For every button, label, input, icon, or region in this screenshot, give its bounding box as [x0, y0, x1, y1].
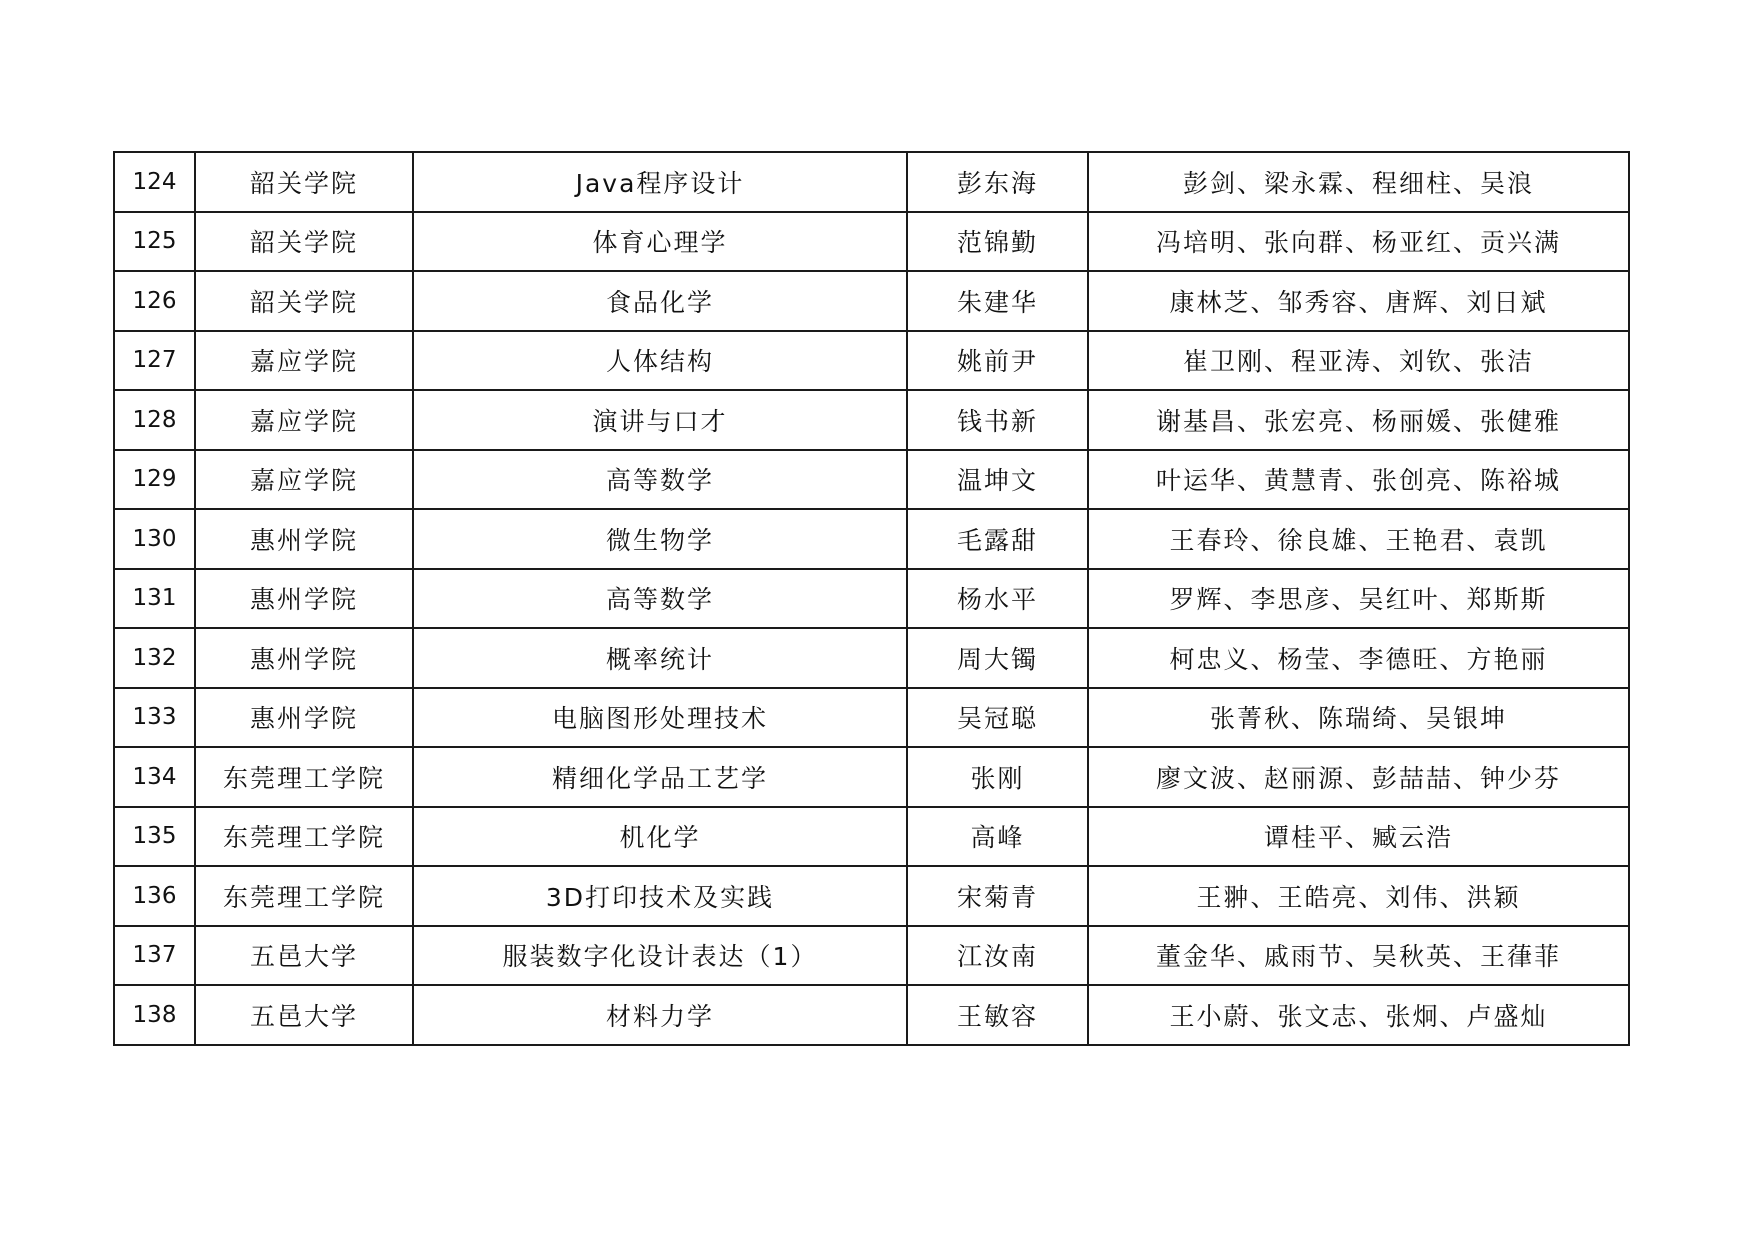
row-number: 133 — [114, 688, 195, 748]
row-number: 134 — [114, 747, 195, 807]
table-row — [114, 509, 1629, 569]
row-number: 124 — [114, 152, 195, 212]
team-members: 冯培明、张向群、杨亚红、贡兴满 — [1088, 212, 1629, 272]
team-members: 彭剑、梁永霖、程细柱、吴浪 — [1088, 152, 1629, 212]
course-leader: 朱建华 — [907, 271, 1088, 331]
course-name: 概率统计 — [413, 628, 907, 688]
course-name: 高等数学 — [413, 569, 907, 629]
row-number: 138 — [114, 985, 195, 1045]
school-name: 惠州学院 — [195, 688, 413, 748]
school-name: 惠州学院 — [195, 628, 413, 688]
table-row — [114, 212, 1629, 272]
team-members: 张菁秋、陈瑞绮、吴银坤 — [1088, 688, 1629, 748]
row-number: 132 — [114, 628, 195, 688]
course-name: 演讲与口才 — [413, 390, 907, 450]
team-members: 崔卫刚、程亚涛、刘钦、张洁 — [1088, 331, 1629, 391]
course-leader: 范锦勤 — [907, 212, 1088, 272]
school-name: 惠州学院 — [195, 509, 413, 569]
course-leader: 钱书新 — [907, 390, 1088, 450]
school-name: 五邑大学 — [195, 926, 413, 986]
school-name: 嘉应学院 — [195, 450, 413, 510]
table-row — [114, 152, 1629, 212]
course-name: 食品化学 — [413, 271, 907, 331]
school-name: 东莞理工学院 — [195, 747, 413, 807]
course-leader: 温坤文 — [907, 450, 1088, 510]
table-row — [114, 866, 1629, 926]
table-row — [114, 271, 1629, 331]
school-name: 东莞理工学院 — [195, 866, 413, 926]
course-leader: 王敏容 — [907, 985, 1088, 1045]
table-row — [114, 688, 1629, 748]
team-members: 董金华、戚雨节、吴秋英、王葎菲 — [1088, 926, 1629, 986]
school-name: 惠州学院 — [195, 569, 413, 629]
school-name: 嘉应学院 — [195, 390, 413, 450]
team-members: 王翀、王皓亮、刘伟、洪颖 — [1088, 866, 1629, 926]
row-number: 136 — [114, 866, 195, 926]
course-name: Java程序设计 — [413, 152, 907, 212]
course-team-table — [113, 151, 1630, 1046]
course-name: 微生物学 — [413, 509, 907, 569]
course-name: 体育心理学 — [413, 212, 907, 272]
row-number: 126 — [114, 271, 195, 331]
team-members: 王小蔚、张文志、张炯、卢盛灿 — [1088, 985, 1629, 1045]
table-row — [114, 747, 1629, 807]
course-leader: 杨水平 — [907, 569, 1088, 629]
team-members: 廖文波、赵丽源、彭喆喆、钟少芬 — [1088, 747, 1629, 807]
school-name: 韶关学院 — [195, 271, 413, 331]
school-name: 韶关学院 — [195, 212, 413, 272]
table-row — [114, 807, 1629, 867]
course-leader: 江汝南 — [907, 926, 1088, 986]
row-number: 130 — [114, 509, 195, 569]
course-name: 材料力学 — [413, 985, 907, 1045]
team-members: 柯忠义、杨莹、李德旺、方艳丽 — [1088, 628, 1629, 688]
team-members: 谭桂平、臧云浩 — [1088, 807, 1629, 867]
school-name: 东莞理工学院 — [195, 807, 413, 867]
table-row — [114, 628, 1629, 688]
table-row — [114, 926, 1629, 986]
table-row — [114, 450, 1629, 510]
team-members: 王春玲、徐良雄、王艳君、袁凯 — [1088, 509, 1629, 569]
course-leader: 张刚 — [907, 747, 1088, 807]
team-members: 康林芝、邹秀容、唐辉、刘日斌 — [1088, 271, 1629, 331]
table-row — [114, 390, 1629, 450]
course-leader: 彭东海 — [907, 152, 1088, 212]
table-row — [114, 331, 1629, 391]
row-number: 127 — [114, 331, 195, 391]
row-number: 129 — [114, 450, 195, 510]
course-name: 精细化学品工艺学 — [413, 747, 907, 807]
course-name: 机化学 — [413, 807, 907, 867]
course-name: 3D打印技术及实践 — [413, 866, 907, 926]
team-members: 谢基昌、张宏亮、杨丽媛、张健雅 — [1088, 390, 1629, 450]
course-name: 电脑图形处理技术 — [413, 688, 907, 748]
school-name: 嘉应学院 — [195, 331, 413, 391]
table-row — [114, 569, 1629, 629]
school-name: 五邑大学 — [195, 985, 413, 1045]
table-row — [114, 985, 1629, 1045]
row-number: 128 — [114, 390, 195, 450]
course-leader: 高峰 — [907, 807, 1088, 867]
table-body — [114, 152, 1629, 1045]
course-leader: 吴冠聪 — [907, 688, 1088, 748]
row-number: 125 — [114, 212, 195, 272]
row-number: 137 — [114, 926, 195, 986]
course-name: 服装数字化设计表达（1） — [413, 926, 907, 986]
course-leader: 周大镯 — [907, 628, 1088, 688]
row-number: 135 — [114, 807, 195, 867]
course-name: 人体结构 — [413, 331, 907, 391]
course-leader: 姚前尹 — [907, 331, 1088, 391]
course-name: 高等数学 — [413, 450, 907, 510]
course-leader: 毛露甜 — [907, 509, 1088, 569]
school-name: 韶关学院 — [195, 152, 413, 212]
team-members: 罗辉、李思彦、吴红叶、郑斯斯 — [1088, 569, 1629, 629]
team-members: 叶运华、黄慧青、张创亮、陈裕城 — [1088, 450, 1629, 510]
row-number: 131 — [114, 569, 195, 629]
course-leader: 宋菊青 — [907, 866, 1088, 926]
